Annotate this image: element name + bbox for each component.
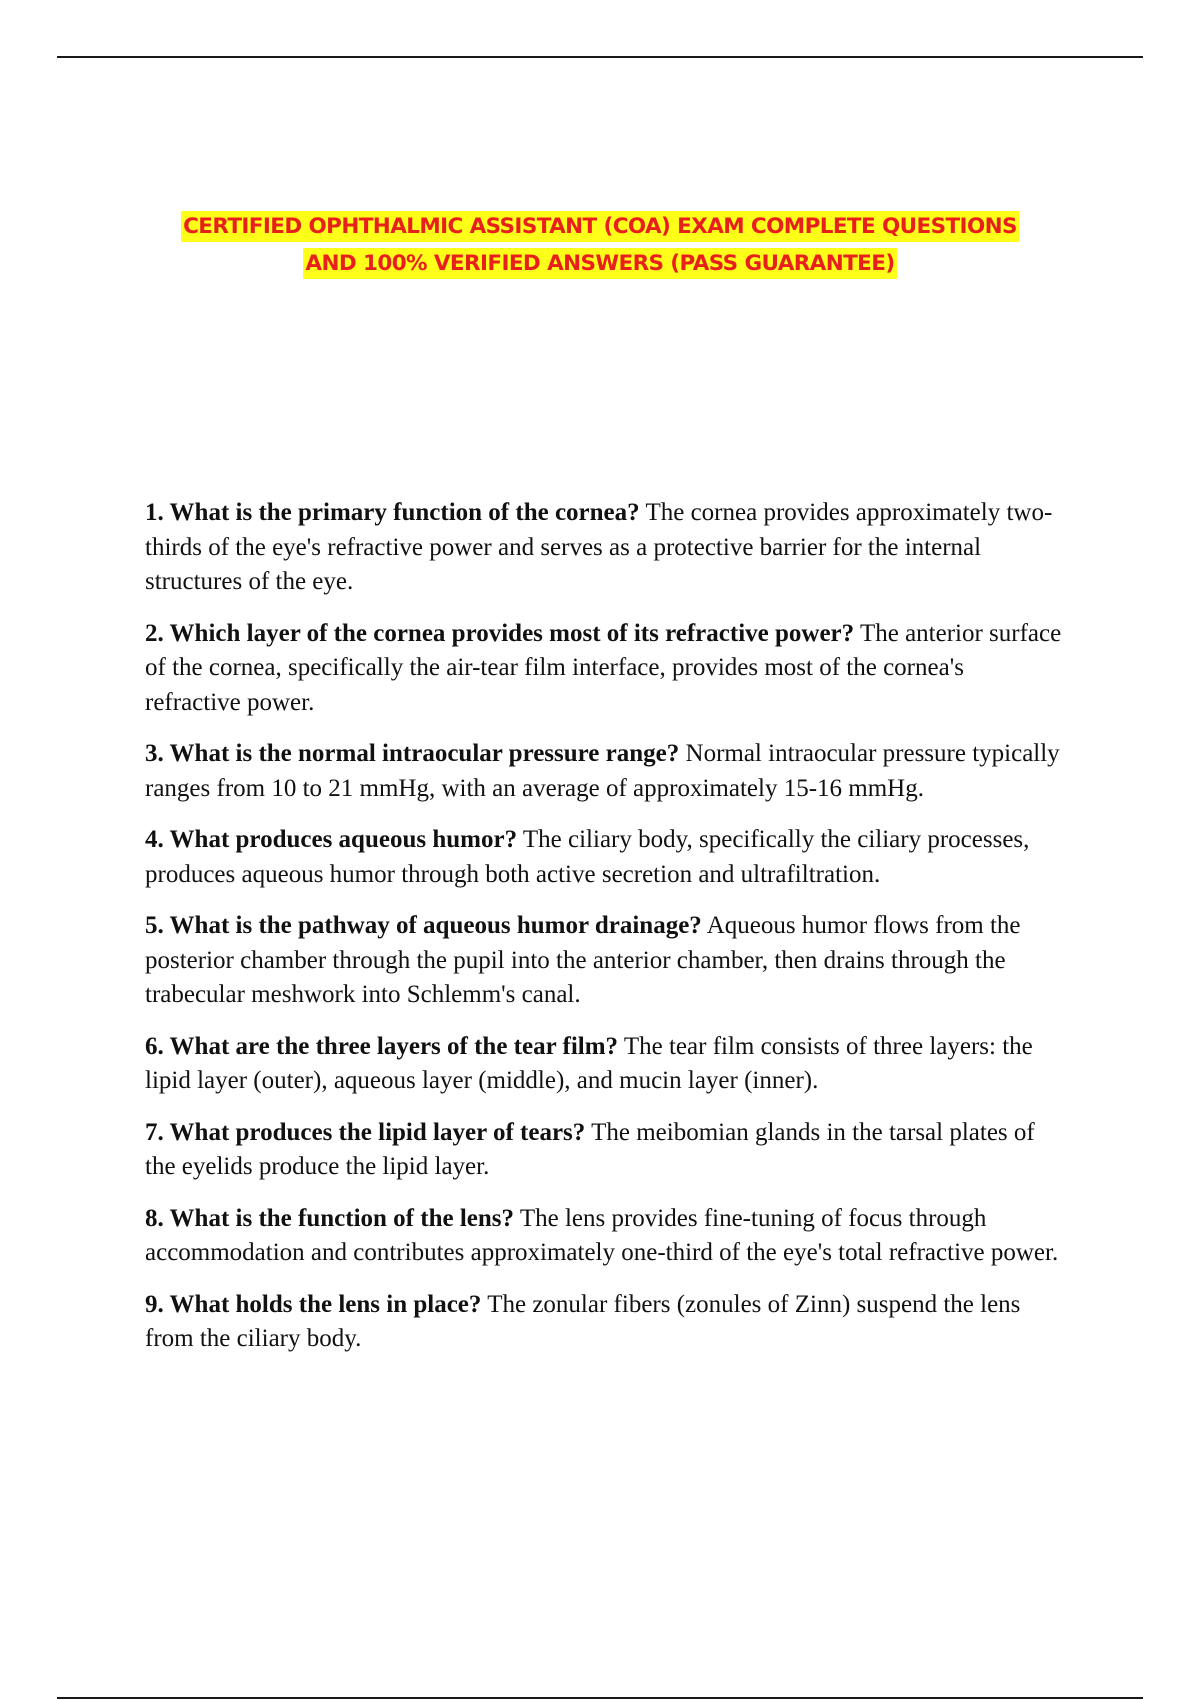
answer-1: The cornea provides approximately two-thirds of the eye's refractive power and serves as a protective barrier for the internal structures of the eye. [145, 499, 1053, 595]
answer-6: The tear film consists of three layers: the lipid layer (outer), aqueous layer (middle), and mucin layer (inner). [145, 1032, 1033, 1094]
qa-item-4 [145, 823, 1065, 892]
answer-4: The ciliary body, specifically the ciliary processes, produces aqueous humor through both active secretion and ultrafiltration. [145, 826, 1030, 888]
answer-8: The lens provides fine-tuning of focus through accommodation and contributes approximately one-third of the eye's total refractive power. [145, 1204, 1059, 1266]
question-4: 4. What produces aqueous humor? [145, 826, 518, 853]
answer-7: The meibomian glands in the tarsal plates of the eyelids produce the lipid layer. [145, 1118, 1035, 1180]
title-line-1: CERTIFIED OPHTHALMIC ASSISTANT (COA) EXAM COMPLETE QUESTIONS [181, 211, 1019, 242]
title-line-2: AND 100% VERIFIED ANSWERS (PASS GUARANTEE) [303, 248, 896, 279]
qa-item-2 [145, 617, 1065, 721]
qa-list [145, 496, 1065, 1374]
qa-item-3 [145, 737, 1065, 806]
question-6: 6. What are the three layers of the tear film? [145, 1032, 619, 1060]
answer-5: Aqueous humor flows from the posterior chamber through the pupil into the anterior chamber, then drains through the trabecular meshwork into Schlemm's canal. [145, 912, 1021, 1008]
qa-item-5 [145, 909, 1065, 1013]
question-5: 5. What is the pathway of aqueous humor drainage? [145, 912, 702, 939]
question-7: 7. What produces the lipid layer of tears? [145, 1118, 586, 1146]
question-2: 2. Which layer of the cornea provides most of its refractive power? [145, 619, 855, 647]
qa-item-8 [145, 1202, 1065, 1271]
page-bottom-rule [57, 1697, 1143, 1699]
qa-item-1 [145, 496, 1065, 600]
qa-item-6 [145, 1030, 1065, 1099]
answer-3: Normal intraocular pressure typically ranges from 10 to 21 mmHg, with an average of approximately 15-16 mmHg. [145, 740, 1060, 802]
answer-2: The anterior surface of the cornea, specifically the air-tear film interface, provides most of the cornea's refractive power. [145, 619, 1062, 716]
question-3: 3. What is the normal intraocular pressure range? [145, 740, 680, 767]
question-1: 1. What is the primary function of the cornea? [145, 499, 640, 526]
question-8: 8. What is the function of the lens? [145, 1204, 515, 1232]
answer-9: The zonular fibers (zonules of Zinn) suspend the lens from the ciliary body. [145, 1290, 1021, 1352]
question-9: 9. What holds the lens in place? [145, 1290, 482, 1318]
qa-item-9 [145, 1288, 1065, 1357]
page-top-rule [57, 56, 1143, 58]
qa-item-7 [145, 1116, 1065, 1185]
document-title [130, 208, 1070, 282]
